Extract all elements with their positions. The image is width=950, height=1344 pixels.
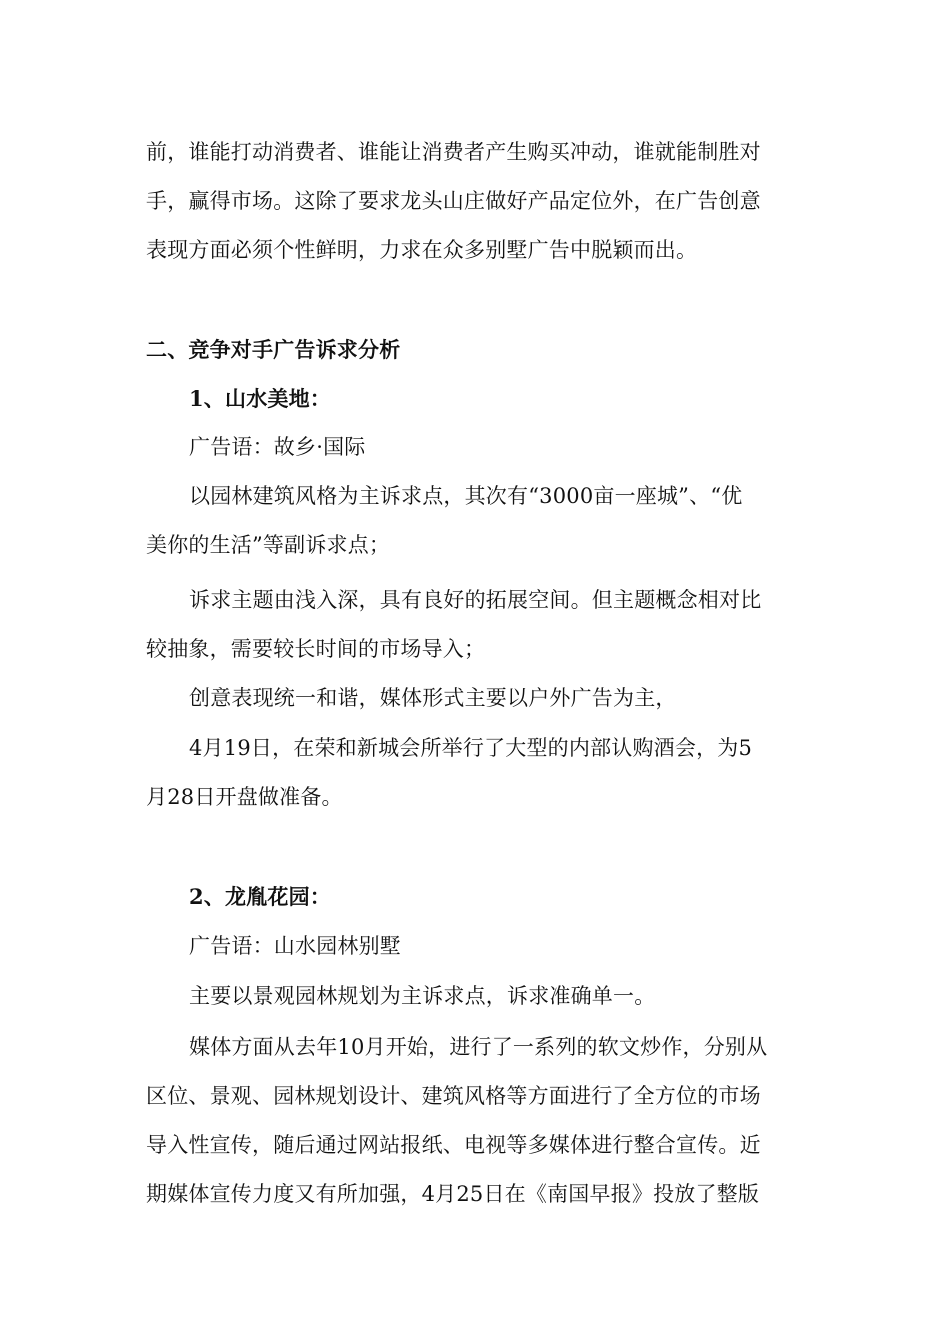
text-line: 诉求主题由浅入深，具有良好的拓展空间。但主题概念相对比 (189, 588, 762, 612)
competitor-1-slogan: 广告语：故乡·国际 (189, 435, 366, 459)
competitor-2-heading: 2、龙胤花园： (189, 884, 332, 909)
text-line: 4月19日，在荣和新城会所举行了大型的内部认购酒会，为5 (189, 736, 753, 760)
text-line: 前，谁能打动消费者、谁能让消费者产生购买冲动，谁就能制胜对 (146, 140, 761, 164)
competitor-2-slogan: 广告语：山水园林别墅 (189, 934, 401, 958)
text-line: 媒体方面从去年10月开始，进行了一系列的软文炒作，分别从 (189, 1035, 768, 1059)
section-heading: 二、竞争对手广告诉求分析 (146, 337, 401, 362)
text-line: 导入性宣传，随后通过网站报纸、电视等多媒体进行整合宣传。近 (146, 1133, 761, 1157)
text-line: 较抽象，需要较长时间的市场导入； (146, 637, 486, 661)
competitor-1-paragraph-2 (146, 576, 810, 674)
competitor-1-paragraph-1 (146, 472, 810, 570)
competitor-2-paragraph-1: 主要以景观园林规划为主诉求点，诉求准确单一。 (189, 984, 656, 1008)
intro-paragraph (146, 128, 810, 275)
text-line: 手，赢得市场。这除了要求龙头山庄做好产品定位外，在广告创意 (146, 189, 761, 213)
text-line: 以园林建筑风格为主诉求点，其次有“3000亩一座城”、“优 (189, 484, 743, 508)
competitor-1-paragraph-3: 创意表现统一和谐，媒体形式主要以户外广告为主， (189, 686, 677, 710)
competitor-1-heading: 1、山水美地： (189, 386, 332, 411)
competitor-1-paragraph-4 (146, 724, 810, 822)
text-line: 区位、景观、园林规划设计、建筑风格等方面进行了全方位的市场 (146, 1084, 761, 1108)
text-line: 月28日开盘做准备。 (146, 785, 343, 809)
text-line: 表现方面必须个性鲜明，力求在众多别墅广告中脱颖而出。 (146, 238, 698, 262)
text-line: 美你的生活”等副诉求点； (146, 533, 391, 557)
competitor-2-paragraph-2 (146, 1023, 810, 1219)
text-line: 期媒体宣传力度又有所加强，4月25日在《南国早报》投放了整版 (146, 1182, 760, 1206)
